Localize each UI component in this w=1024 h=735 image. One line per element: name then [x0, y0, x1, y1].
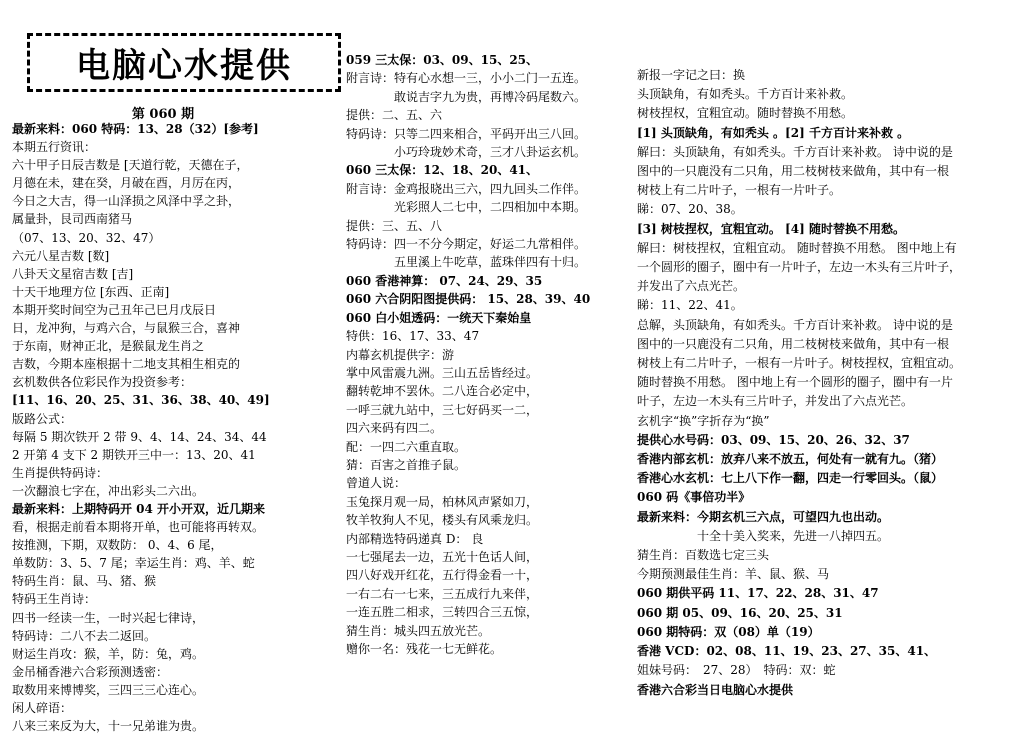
text-line: 香港六合彩当日电脑心水提供	[637, 682, 794, 697]
text-line: [1] 头顶缺角，有如秃头 。[2] 千方百计来补救 。	[637, 125, 910, 140]
right-column-text	[637, 66, 961, 700]
text-line: 总解，头顶缺角，有如秃头。千方百计来补救。 诗中说的是	[637, 317, 953, 332]
text-line: 树枝上有二片叶子，一根有一片叶子。	[637, 183, 842, 198]
text-line: 060 期 05、09、16、20、25、31	[637, 605, 843, 620]
text-line: 十天干地理方位 [东西、正南]	[12, 284, 170, 299]
text-line: 玄机字“换”字折存为“换”	[637, 413, 770, 428]
text-line: 内部精选特码递真 D： 良	[346, 531, 484, 546]
text-line: 特码王生肖诗：	[12, 592, 97, 607]
text-line: 八来三来反为大，十一兄弟谁为贵。	[12, 719, 205, 734]
text-line: 月德在未，建在癸，月破在酉，月厉在丙，	[12, 176, 241, 191]
text-line: 树枝捏权，宜粗宜动。随时替换不用愁。	[637, 106, 854, 121]
text-line: 香港 VCD：02、08、11、19、23、27、35、41、	[637, 644, 937, 659]
text-line: 玄机数供各位彩民作为投资参考：	[12, 375, 193, 390]
text-line: 图中的一只鹿没有二只角，用二枝树枝来做角，其中有一根	[637, 164, 950, 179]
text-line: 四六来码有四二。	[346, 421, 443, 436]
text-line: 翻转乾坤不罢休。二八连合必定中，	[346, 384, 539, 399]
text-line: 一右二右一七来，三五成行九来伴，	[346, 586, 539, 601]
text-line: 060 期供平码 11、17、22、28、31、47	[637, 586, 879, 601]
text-line: 本期五行资讯：	[12, 140, 97, 155]
text-line: 十全十美入奖来，先进一八掉四五。	[637, 528, 890, 543]
text-line: 一呼三就九站中，三七好码买一二，	[346, 402, 539, 417]
text-line: 光彩照人二七中，二四相加中本期。	[346, 200, 587, 215]
text-line: 配：一四二六重直取。	[346, 439, 467, 454]
text-line: 于东南，财神正北，是猴鼠龙生肖之	[12, 339, 205, 354]
text-line: 日，龙冲狗，与鸡六合，与鼠猴三合，喜神	[12, 321, 241, 336]
text-line: 最新来料：060 特码：13、28（32）[参考]	[12, 122, 259, 136]
middle-column-text	[346, 51, 590, 658]
text-line: 内幕玄机提供字：游	[346, 347, 455, 362]
title-box	[27, 33, 341, 92]
text-line: 五里溪上牛吃草，蓝珠伴四有十归。	[346, 255, 587, 270]
text-line: 一个圆形的圈子，圈中有一片叶子，左边一木头有三片叶子，	[637, 260, 962, 275]
text-line: 猜生肖：百数选七定三头	[637, 548, 770, 563]
text-line: 看，根据走前看本期将开单，也可能将再转双。	[12, 520, 265, 535]
text-line: 睇：11、22、41。	[637, 298, 743, 313]
text-line: 一连五胜二相求，三转四合三五惊，	[346, 605, 539, 620]
text-line: 睇：07、20、38。	[637, 202, 743, 217]
text-line: 今期预测最佳生肖：羊、鼠、猴、马	[637, 567, 830, 582]
text-line: 六十甲子日辰吉数是 [天道行乾，天德在子，	[12, 158, 249, 173]
text-line: 特码生肖：鼠、马、猪、猴	[12, 574, 157, 589]
text-line: 解曰：头顶缺角，有如秃头。千方百计来补救。 诗中说的是	[637, 144, 953, 159]
text-line: 随时替换不用愁。 图中地上有一个圆形的圈子，圈中有一片	[637, 375, 953, 390]
text-line: 每隔 5 期次铁开 2 带 9、4、14、24、34、44	[12, 429, 267, 444]
text-line: （07、13、20、32、47）	[12, 230, 161, 245]
text-line: 六元八星吉数 [数]	[12, 248, 110, 263]
text-line: 生肖提供特码诗：	[12, 465, 109, 480]
text-line: 赠你一名：残花一七无鲜花。	[346, 642, 503, 656]
text-line: 取数用来博博奖，三四三三心连心。	[12, 682, 205, 697]
text-line: 提供：二、五、六	[346, 108, 443, 123]
text-line: 附言诗：特有心水想一三，小小二门一五连。	[346, 71, 587, 86]
text-line: 060 期特码：双（08）单（19）	[637, 624, 820, 639]
text-line: 060 白小姐透码：一统天下秦始皇	[346, 310, 532, 325]
text-line: 图中的一只鹿没有二只角，用二枝树枝来做角，其中有一根	[637, 336, 950, 351]
issue-number: 第 060 期	[131, 107, 195, 122]
text-line: 四书一经读一生，一时兴起七律诗，	[12, 610, 205, 625]
text-line: 今日之大吉，得一山泽损之风泽中孚之卦，	[12, 194, 241, 209]
text-line: 特码诗：二八不去二返回。	[12, 628, 157, 643]
text-line: 060 三太保：12、18、20、41、	[346, 163, 539, 178]
text-line: 版路公式：	[12, 411, 73, 426]
text-line: 本期开奖时间空为己丑年己巳月戊辰日	[12, 302, 217, 317]
text-line: 玉兔探月观一局，柏林风声紧如刀，	[346, 494, 539, 509]
text-line: 解曰：树枝捏权，宜粗宜动。 随时替换不用愁。 图中地上有	[637, 240, 957, 255]
text-line: [3] 树枝捏权，宜粗宜动。 [4] 随时替换不用愁。	[637, 221, 905, 236]
text-line: 最新来料：上期特码开 04 开小开双，近几期来	[12, 501, 266, 516]
text-line: 特供：16、17、33、47	[346, 329, 480, 344]
text-line: 牧羊牧狗人不见，楼头有风乘龙归。	[346, 513, 539, 528]
text-line: 小巧玲珑妙术奇，三才八卦运玄机。	[346, 145, 587, 160]
text-line: 曾道人说：	[346, 476, 407, 491]
text-line: 叶子，左边一木头有三片叶子，并发出了六点光芒。	[637, 394, 914, 409]
page-title: 电脑心水提供	[76, 46, 292, 86]
text-line: 按推测，下期，双数防： 0、4、6 尾，	[12, 538, 223, 553]
text-line: 吉数，今期本座根据十二地支其相生相克的	[12, 357, 241, 372]
text-line: 提供：三、五、八	[346, 218, 443, 233]
text-line: 单数防：3、5、7 尾；幸运生肖：鸡、羊、蛇	[12, 556, 255, 571]
text-line: 财运生肖攻：猴，羊，防：兔，鸡。	[12, 646, 205, 661]
text-line: 香港心水玄机：七上八下作一翻，四走一行零回头。（鼠）	[637, 471, 944, 486]
text-line: 猜生肖：城头四五放光芒。	[346, 623, 491, 638]
text-line: 头顶缺角，有如秃头。千方百计来补救。	[637, 87, 854, 102]
text-line: 最新来料：今期玄机三六点，可望四九也出动。	[637, 509, 890, 524]
text-line: 四八好戏开红花，五行得金看一十，	[346, 568, 539, 583]
text-line: 闲人碎语：	[12, 701, 73, 715]
text-line: 八卦天文星宿吉数 [吉]	[12, 266, 134, 281]
text-line: 060 码《事倍功半》	[637, 490, 751, 505]
text-line: 附言诗：金鸡报晓出三六，四九回头二作伴。	[346, 181, 587, 196]
text-line: 提供心水号码：03、09、15、20、26、32、37	[637, 432, 910, 447]
text-line: 金吊桶香港六合彩预测透密：	[12, 664, 169, 679]
text-line: 060 六合阴阳图提供码： 15、28、39、40	[346, 292, 591, 307]
text-line: 特码诗：只等二四来相合，平码开出三八回。	[346, 126, 587, 141]
left-column-text	[12, 120, 270, 735]
text-line: 猜：百害之首推子鼠。	[346, 457, 467, 472]
text-line: 一次翻浪七字在，冲出彩头二六出。	[12, 483, 205, 498]
text-line: 060 香港神算： 07、24、29、35	[346, 273, 543, 288]
text-line: 香港内部玄机：放弃八来不放五，何处有一就有九。（猪）	[637, 452, 944, 467]
text-line: [11、16、20、25、31、36、38、40、49]	[12, 393, 270, 408]
text-line: 059 三太保：03、09、15、25、	[346, 53, 539, 67]
text-line: 并发出了六点光芒。	[637, 279, 746, 294]
text-line: 特码诗：四一不分今期定，好运二九常相伴。	[346, 237, 587, 252]
text-line: 属量卦，艮司西南猪马	[12, 212, 133, 227]
text-line: 新报一字记之曰：换	[637, 68, 746, 82]
text-line: 一七强尾去一边，五光十色话人间，	[346, 549, 539, 564]
text-line: 敢说吉字九为贵，再博冷码尾数六。	[346, 89, 587, 104]
text-line: 2 开第 4 支下 2 期铁开三中一：13、20、41	[12, 447, 256, 462]
text-line: 树枝上有二片叶子，一根有一片叶子。树枝捏权，宜粗宜动。	[637, 356, 962, 371]
text-line: 姐妹号码： 27、28） 特码：双：蛇	[637, 663, 836, 678]
text-line: 掌中风雷震九洲。三山五岳皆经过。	[346, 365, 539, 380]
